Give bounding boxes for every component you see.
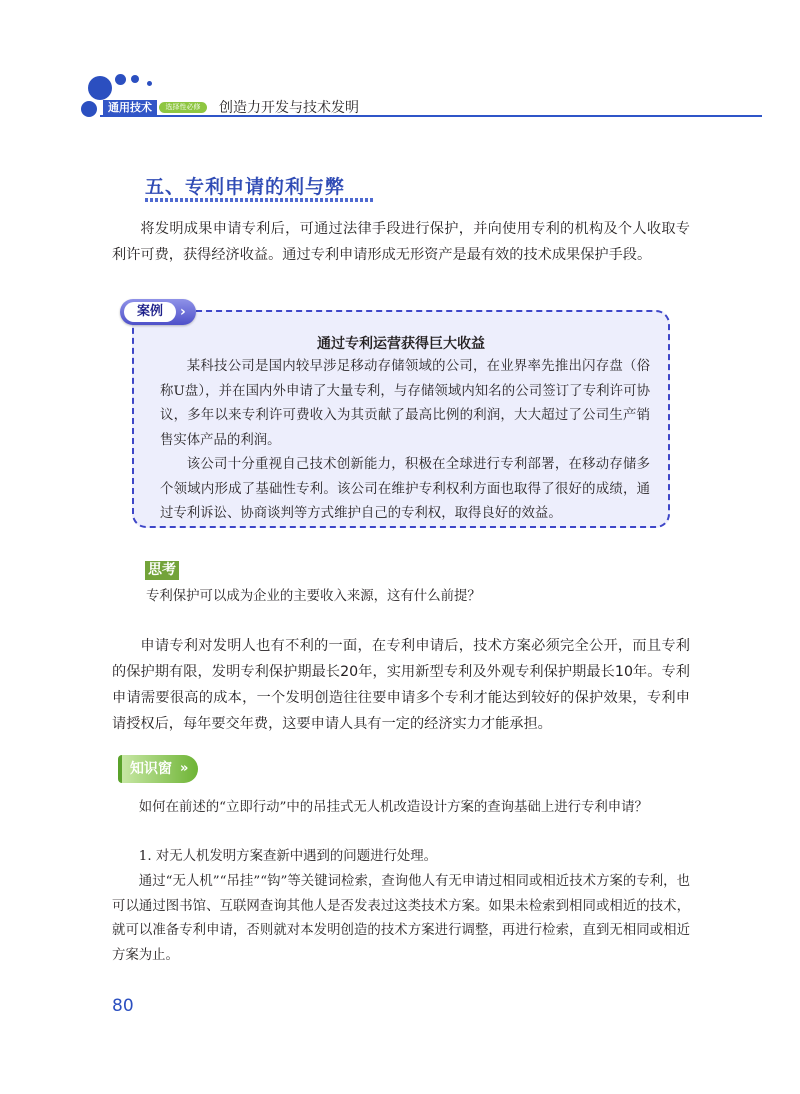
case-paragraph-2: 该公司十分重视自己技术创新能力，积极在全球进行专利部署，在移动存储多个领域内形成了基础性专利。该公司在维护专利权利方面也取得了很好的成绩，通过专利诉讼、协商谈判等方式维护自己的专利权，取得良好的效益。 [160,457,650,521]
chevron-right-icon: › [180,304,186,320]
knowledge-window-label: 知识窗 [130,761,172,777]
decorative-dot-icon [81,101,97,117]
decorative-dot-icon [131,75,139,83]
think-question: 专利保护可以成为企业的主要收入来源，这有什么前提？ [146,589,481,604]
disadvantage-paragraph: 申请专利对发明人也有不利的一面，在专利申请后，技术方案必须完全公开，而且专利的保护期有限，发明专利保护期最长20年，实用新型专利及外观专利保护期最长10年。专利申请需要很高的成本，一个发明创造往往要申请多个专利才能达到较好的保护效果，专利申请授权后，每年要交年费，这要申请人具有一定的经济实力才能承担。 [112,638,690,732]
knowledge-window-badge [118,755,198,783]
page-number: 80 [112,996,134,1016]
header-rule [100,115,762,117]
double-chevron-right-icon: » [180,761,189,776]
case-title: 通过专利运营获得巨大收益 [317,336,485,352]
knowledge-step-1: 1. 对无人机发明方案查新中遇到的问题进行处理。 [138,849,438,864]
case-label-text: 案例 [124,302,176,322]
decorative-dot-icon [115,74,126,85]
section-intro-paragraph: 将发明成果申请专利后，可通过法律手段进行保护，并向使用专利的机构及个人收取专利许可费，获得经济收益。通过专利申请形成无形资产是最有效的技术成果保护手段。 [112,221,690,263]
decorative-dots-icon [88,76,112,100]
case-paragraph-1: 某科技公司是国内较早涉足移动存储领域的公司，在业界率先推出闪存盘（俗称U盘），并在国内外申请了大量专利，与存储领域内知名的公司签订了专利许可协议，多年以来专利许可费收入为其贡献了最高比例的利润，大大超过了公司生产销售实体产品的利润。 [160,359,650,448]
knowledge-question: 如何在前述的“立即行动”中的吊挂式无人机改造设计方案的查询基础上进行专利申请？ [138,800,648,815]
think-label: 思考 [145,561,179,580]
header-subject-tag: 通用技术 [103,100,157,115]
header-book-title: 创造力开发与技术发明 [219,100,359,116]
decorative-dot-icon [147,81,152,86]
knowledge-detail: 通过“无人机”“吊挂”“钩”等关键词检索，查询他人有无申请过相同或相近技术方案的专利，也可以通过图书馆、互联网查询其他人是否发表过这类技术方案。如果未检索到相同或相近的技术，就可以准备专利申请，否则就对本发明创造的技术方案进行调整，再进行检索，直到无相同或相近方案为止。 [112,874,690,963]
case-label-badge [120,299,196,325]
section-title: 五、专利申请的利与弊 [145,176,346,198]
header-volume-pill: 选择性必修 [159,102,207,113]
section-title-underline [145,198,373,202]
